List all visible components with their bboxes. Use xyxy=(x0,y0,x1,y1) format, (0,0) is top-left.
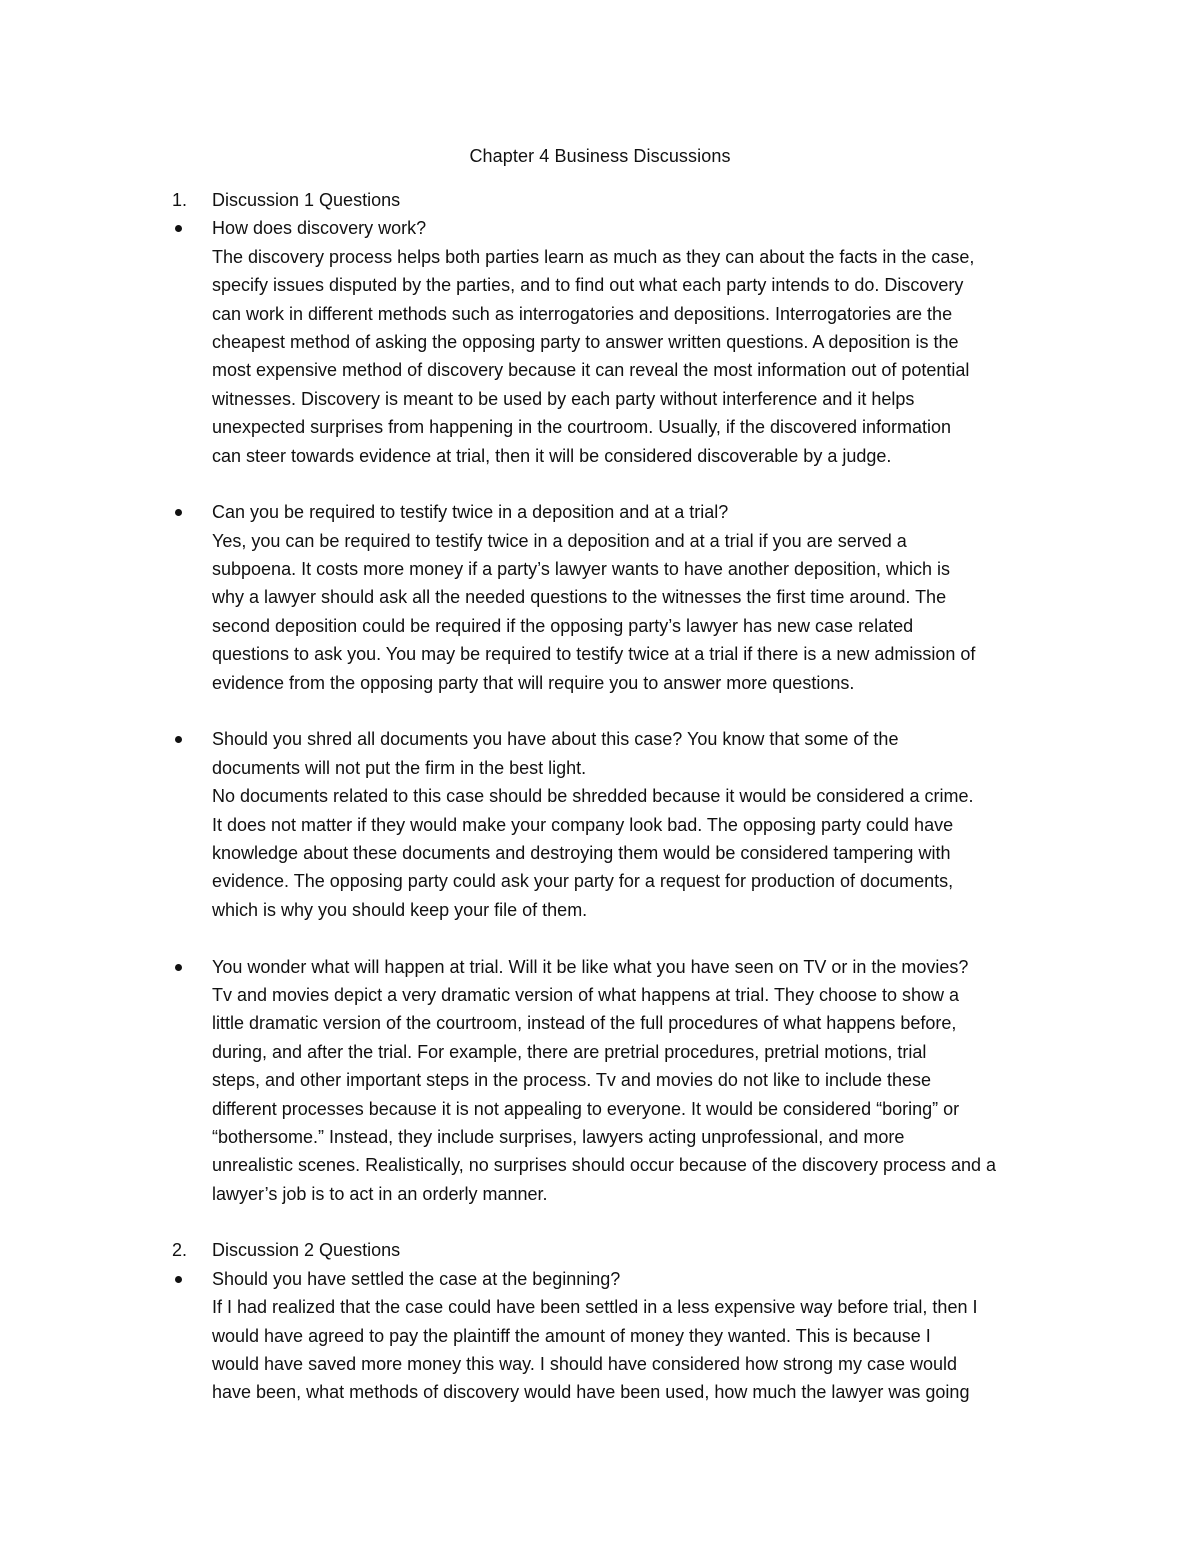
question-line xyxy=(172,1265,1072,1293)
list-item xyxy=(172,725,1072,924)
answer-line: evidence. The opposing party could ask your party for a request for production of documents, xyxy=(212,871,954,892)
answer-line: No documents related to this case should be shredded because it would be considered a crime. xyxy=(212,786,974,807)
question-line: documents will not put the firm in the best light. xyxy=(212,757,587,778)
bullet-icon xyxy=(175,736,182,743)
bullet-icon xyxy=(175,509,182,516)
answer-line: different processes because it is not appealing to everyone. It would be considered “boring” or xyxy=(212,1098,960,1119)
document-title: Chapter 4 Business Discussions xyxy=(469,146,731,166)
answer-line: most expensive method of discovery because it can reveal the most information out of potential xyxy=(212,360,970,381)
section-number: 1. xyxy=(172,190,188,210)
answer-line: have been, what methods of discovery would have been used, how much the lawyer was going xyxy=(212,1382,970,1403)
answer-line: “bothersome.” Instead, they include surprises, lawyers acting unprofessional, and more xyxy=(212,1126,905,1147)
answer-line: subpoena. It costs more money if a party’s lawyer wants to have another deposition, which is xyxy=(212,559,951,580)
answer-line: would have saved more money this way. I should have considered how strong my case would xyxy=(212,1354,958,1375)
answer-line: second deposition could be required if the opposing party’s lawyer has new case related xyxy=(212,615,914,636)
answer-line: Yes, you can be required to testify twice in a deposition and at a trial if you are served a xyxy=(212,530,907,551)
answer-line: why a lawyer should ask all the needed questions to the witnesses the first time around. The xyxy=(212,587,947,608)
answer-line: evidence from the opposing party that will require you to answer more questions. xyxy=(212,672,855,693)
answer-line: which is why you should keep your file of them. xyxy=(212,899,588,920)
question-line xyxy=(172,498,1072,526)
paragraph-spacer xyxy=(172,1208,1072,1236)
answer-line: during, and after the trial. For example, there are pretrial procedures, pretrial motions, trial xyxy=(212,1041,927,1062)
answer-line: If I had realized that the case could have been settled in a less expensive way before trial, then I xyxy=(212,1297,978,1318)
list-item xyxy=(172,1265,1072,1407)
answer-line: can work in different methods such as interrogatories and depositions. Interrogatories are the xyxy=(212,303,953,324)
question-text: Should you have settled the case at the beginning? xyxy=(212,1268,621,1289)
section-number: 2. xyxy=(172,1240,188,1261)
section-discussion-1 xyxy=(172,186,1072,1407)
answer-line: specify issues disputed by the parties, and to find out what each party intends to do. Discovery xyxy=(212,275,964,296)
bullet-icon xyxy=(175,964,182,971)
question-text: Should you shred all documents you have about this case? You know that some of the xyxy=(212,729,899,750)
question-text: You wonder what will happen at trial. Will it be like what you have seen on TV or in the movies? xyxy=(212,956,969,977)
answer-line: would have agreed to pay the plaintiff the amount of money they wanted. This is because I xyxy=(212,1325,931,1346)
paragraph-spacer xyxy=(172,924,1072,952)
list-item xyxy=(172,953,1072,1209)
answer-line: The discovery process helps both parties learn as much as they can about the facts in the case, xyxy=(212,246,975,267)
section-heading xyxy=(172,186,1072,214)
question-line xyxy=(172,953,1072,981)
answer-line: unexpected surprises from happening in the courtroom. Usually, if the discovered information xyxy=(212,417,952,438)
question-text: How does discovery work? xyxy=(212,218,427,239)
list-item xyxy=(172,214,1072,470)
answer-line: knowledge about these documents and destroying them would be considered tampering with xyxy=(212,842,951,863)
list-item xyxy=(172,498,1072,697)
section-heading-text: Discussion 2 Questions xyxy=(212,1240,401,1261)
bullet-icon xyxy=(175,225,182,232)
bullet-icon xyxy=(175,1276,182,1283)
section-heading-text: Discussion 1 Questions xyxy=(212,190,401,210)
answer-line: steps, and other important steps in the process. Tv and movies do not like to include these xyxy=(212,1070,932,1091)
answer-line: cheapest method of asking the opposing party to answer written questions. A deposition is the xyxy=(212,331,959,352)
answer-line: unrealistic scenes. Realistically, no surprises should occur because of the discovery process and a xyxy=(212,1155,997,1176)
answer-line: Tv and movies depict a very dramatic version of what happens at trial. They choose to show a xyxy=(212,984,960,1005)
question-line xyxy=(172,725,1072,753)
answer-line: questions to ask you. You may be required to testify twice at a trial if there is a new admission of xyxy=(212,644,976,665)
answer-line: can steer towards evidence at trial, then it will be considered discoverable by a judge. xyxy=(212,445,892,466)
answer-line: lawyer’s job is to act in an orderly manner. xyxy=(212,1183,548,1204)
paragraph-spacer xyxy=(172,697,1072,725)
question-line xyxy=(172,214,1072,242)
question-text: Can you be required to testify twice in a deposition and at a trial? xyxy=(212,502,729,523)
section-heading xyxy=(172,1236,1072,1264)
answer-line: It does not matter if they would make your company look bad. The opposing party could have xyxy=(212,814,954,835)
answer-line: witnesses. Discovery is meant to be used by each party without interference and it helps xyxy=(212,388,915,409)
paragraph-spacer xyxy=(172,470,1072,498)
answer-line: little dramatic version of the courtroom, instead of the full procedures of what happens before, xyxy=(212,1013,957,1034)
